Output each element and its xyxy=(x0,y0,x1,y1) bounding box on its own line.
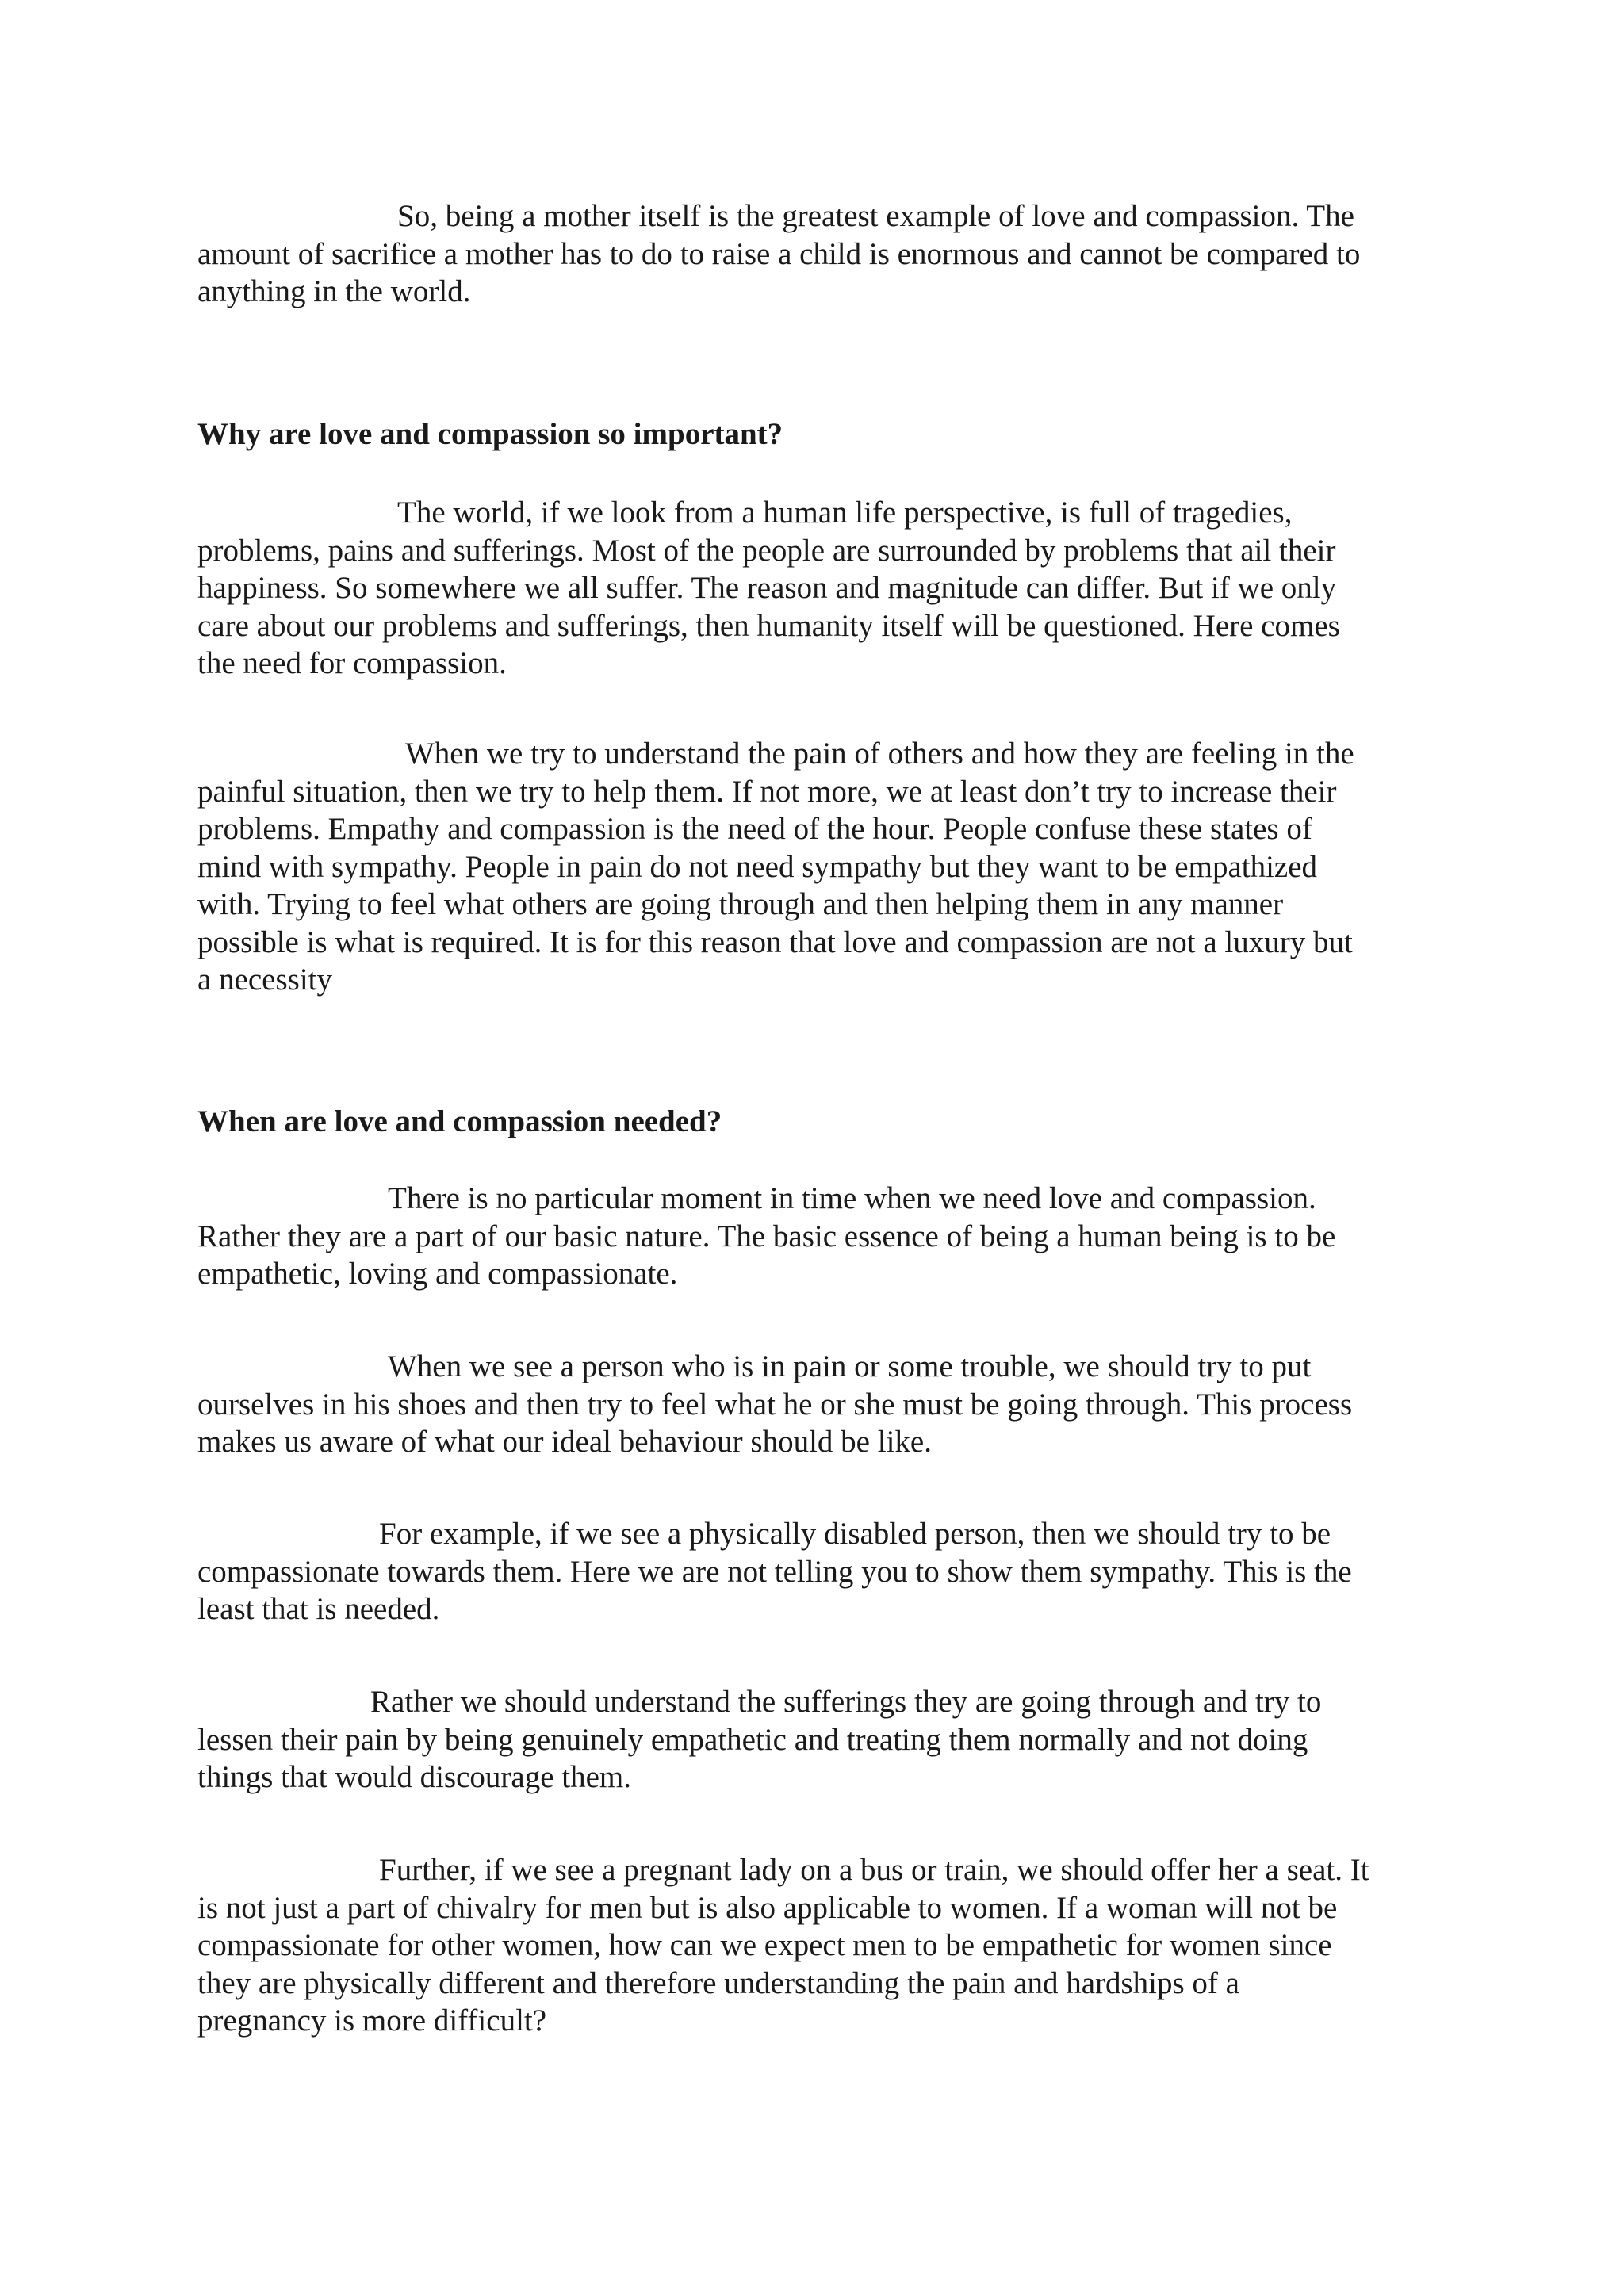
paragraph-line: When we try to understand the pain of others and how they are feeling in the xyxy=(405,737,1354,771)
paragraph-line: pregnancy is more difficult? xyxy=(197,2003,547,2038)
paragraph-line: makes us aware of what our ideal behaviour should be like. xyxy=(197,1425,932,1459)
paragraph-line: possible is what is required. It is for this reason that love and compassion are not a luxury but xyxy=(197,924,1353,959)
paragraph-line: anything in the world. xyxy=(197,274,471,308)
paragraph-line: problems. Empathy and compassion is the need of the hour. People confuse these states of xyxy=(197,812,1312,846)
paragraph-line: is not just a part of chivalry for men but is also applicable to women. If a woman will not be xyxy=(197,1890,1338,1925)
paragraph-mother-sacrifice xyxy=(197,197,1442,311)
paragraph-line: problems, pains and sufferings. Most of the people are surrounded by problems that ail their xyxy=(197,533,1336,568)
paragraph-line: compassionate for other women, how can we expect men to be empathetic for women since xyxy=(197,1928,1332,1962)
paragraph-line: painful situation, then we try to help them. If not more, we at least don’t try to increase their xyxy=(197,774,1337,809)
paragraph-line: So, being a mother itself is the greatest example of love and compassion. The xyxy=(397,199,1354,233)
paragraph-line: lessen their pain by being genuinely empathetic and treating them normally and not doing xyxy=(197,1722,1308,1757)
paragraph-line: with. Trying to feel what others are going through and then helping them in any manner xyxy=(197,887,1284,921)
paragraph-line: There is no particular moment in time when we need love and compassion. xyxy=(388,1181,1316,1215)
paragraph-understand-sufferings xyxy=(197,1683,1442,1797)
paragraph-understand-pain xyxy=(197,735,1442,999)
paragraph-pregnant-lady xyxy=(197,1851,1442,2040)
paragraph-line: compassionate towards them. Here we are not telling you to show them sympathy. This is the xyxy=(197,1554,1352,1589)
paragraph-line: For example, if we see a physically disabled person, then we should try to be xyxy=(379,1517,1331,1551)
paragraph-line: the need for compassion. xyxy=(197,646,507,680)
paragraph-line: a necessity xyxy=(197,962,333,997)
paragraph-line: Rather they are a part of our basic nature. The basic essence of being a human being is to be xyxy=(197,1219,1336,1253)
paragraph-line: Further, if we see a pregnant lady on a bus or train, we should offer her a seat. It xyxy=(379,1853,1369,1887)
paragraph-line: least that is needed. xyxy=(197,1592,440,1626)
paragraph-line: Rather we should understand the sufferings they are going through and try to xyxy=(370,1685,1322,1719)
paragraph-line: mind with sympathy. People in pain do not need sympathy but they want to be empathized xyxy=(197,849,1318,884)
paragraph-line: empathetic, loving and compassionate. xyxy=(197,1257,678,1291)
paragraph-no-particular-moment xyxy=(197,1180,1442,1293)
paragraph-disabled-person xyxy=(197,1515,1442,1628)
paragraph-line: things that would discourage them. xyxy=(197,1760,631,1794)
section-heading-why-important: Why are love and compassion so important? xyxy=(197,417,783,451)
paragraph-line: The world, if we look from a human life perspective, is full of tragedies, xyxy=(397,496,1293,530)
paragraph-line: amount of sacrifice a mother has to do to raise a child is enormous and cannot be compared to xyxy=(197,236,1361,271)
paragraph-person-in-pain xyxy=(197,1348,1442,1461)
paragraph-line: happiness. So somewhere we all suffer. The reason and magnitude can differ. But if we only xyxy=(197,571,1337,605)
section-heading-when-needed: When are love and compassion needed? xyxy=(197,1104,722,1138)
paragraph-world-tragedies xyxy=(197,494,1442,683)
paragraph-line: care about our problems and sufferings, then humanity itself will be questioned. Here comes xyxy=(197,608,1340,643)
paragraph-line: they are physically different and therefore understanding the pain and hardships of a xyxy=(197,1965,1239,2000)
paragraph-line: ourselves in his shoes and then try to feel what he or she must be going through. This process xyxy=(197,1387,1353,1422)
paragraph-line: When we see a person who is in pain or some trouble, we should try to put xyxy=(388,1349,1312,1383)
